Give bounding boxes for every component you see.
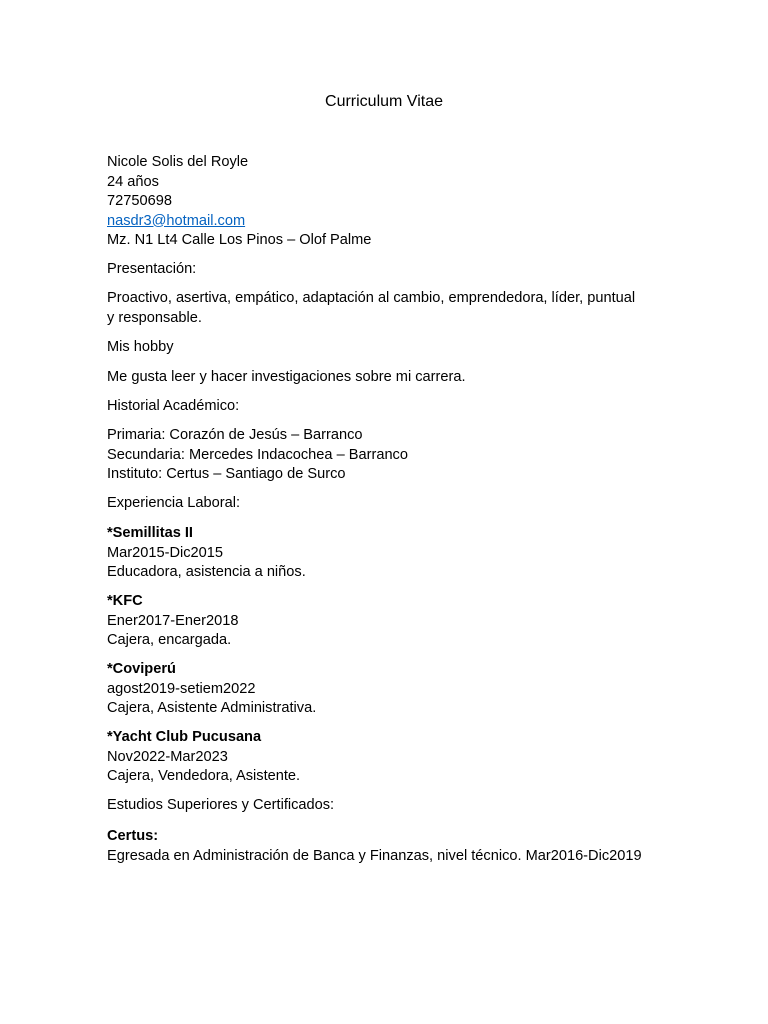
hobby-heading	[107, 338, 707, 358]
academic-secondary: Secundaria: Mercedes Indacochea – Barranco	[107, 446, 408, 463]
job-company: *Semillitas II	[107, 525, 193, 541]
document-title: Curriculum Vitae	[325, 93, 443, 110]
academic-primary: Primaria: Corazón de Jesús – Barranco	[107, 427, 363, 443]
hobby-heading-text: Mis hobby	[107, 339, 174, 355]
academic-heading	[107, 397, 707, 417]
address: Mz. N1 Lt4 Calle Los Pinos – Olof Palme	[107, 232, 372, 248]
job-period: agost2019-setiem2022	[107, 680, 256, 697]
hobby-text	[107, 368, 707, 388]
job-role: Cajera, encargada.	[107, 632, 232, 648]
studies-entry	[107, 827, 707, 866]
studies-heading	[107, 796, 707, 816]
experience-heading	[107, 494, 707, 514]
academic-list	[107, 426, 707, 485]
hobby-text-line: Me gusta leer y hacer investigaciones sobre mi carrera.	[107, 369, 466, 385]
studies-school: Certus:	[107, 828, 159, 844]
experience-heading-text: Experiencia Laboral:	[107, 495, 241, 511]
job-company: *Yacht Club Pucusana	[107, 729, 262, 745]
academic-heading-text: Historial Académico:	[107, 398, 240, 414]
presentation-line-1: Proactivo, asertiva, empático, adaptación al cambio, emprendedora, líder, puntual	[107, 290, 636, 306]
presentation-heading	[107, 260, 707, 280]
academic-institute: Instituto: Certus – Santiago de Surco	[107, 466, 346, 482]
age: 24 años	[107, 173, 159, 190]
job-period: Nov2022-Mar2023	[107, 748, 228, 765]
personal-info	[107, 153, 707, 251]
job-entry	[107, 592, 707, 651]
job-role: Cajera, Asistente Administrativa.	[107, 700, 317, 716]
presentation-heading-text: Presentación:	[107, 261, 197, 277]
job-entry	[107, 728, 707, 787]
job-role: Cajera, Vendedora, Asistente.	[107, 768, 301, 784]
id-number: 72750698	[107, 193, 172, 209]
job-company: *Coviperú	[107, 661, 176, 677]
job-company: *KFC	[107, 593, 143, 609]
job-entry	[107, 524, 707, 583]
studies-detail: Egresada en Administración de Banca y Finanzas, nivel técnico. Mar2016-Dic2019	[107, 847, 642, 864]
presentation-text	[107, 289, 707, 328]
job-period: Mar2015-Dic2015	[107, 544, 224, 561]
email-link[interactable]: nasdr3@hotmail.com	[107, 212, 246, 229]
job-role: Educadora, asistencia a niños.	[107, 564, 306, 580]
full-name: Nicole Solis del Royle	[107, 154, 249, 170]
job-entry	[107, 660, 707, 719]
presentation-line-2: y responsable.	[107, 309, 202, 326]
job-period: Ener2017-Ener2018	[107, 612, 239, 629]
studies-heading-text: Estudios Superiores y Certificados:	[107, 797, 335, 813]
